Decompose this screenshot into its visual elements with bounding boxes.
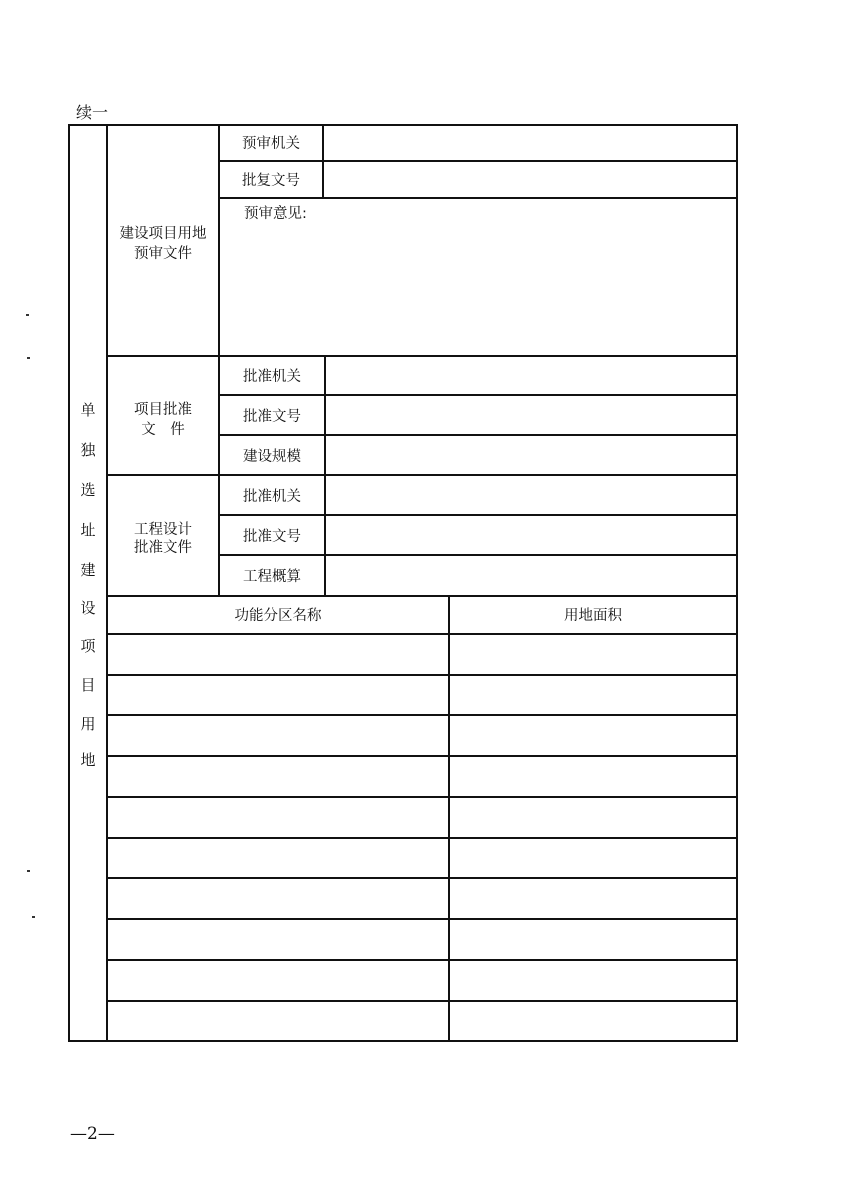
table-border-bottom xyxy=(68,1040,738,1042)
zone-name-cell[interactable] xyxy=(108,879,448,918)
zone-name-cell[interactable] xyxy=(108,798,448,837)
side-label-char: 独 xyxy=(80,441,96,459)
zone-name-cell[interactable] xyxy=(108,676,448,714)
project-approval-scale-field[interactable] xyxy=(326,436,736,474)
pre-review-doc-no-field[interactable] xyxy=(324,162,736,197)
pre-review-title-line1: 建设项目用地 xyxy=(119,226,207,242)
side-label-char: 设 xyxy=(80,599,96,617)
zone-name-header: 功能分区名称 xyxy=(234,608,322,624)
zone-area-cell[interactable] xyxy=(450,961,736,1000)
project-approval-agency-label: 批准机关 xyxy=(243,369,301,385)
project-approval-scale-label: 建设规模 xyxy=(243,449,301,465)
design-approval-doc-no-field[interactable] xyxy=(326,516,736,554)
section-line xyxy=(106,595,738,597)
pre-review-opinion-field[interactable] xyxy=(220,224,736,354)
side-label-char: 地 xyxy=(80,751,96,769)
project-approval-doc-no-field[interactable] xyxy=(326,396,736,434)
zone-area-cell[interactable] xyxy=(450,635,736,674)
zone-area-cell[interactable] xyxy=(450,798,736,837)
zone-name-cell[interactable] xyxy=(108,635,448,674)
zone-area-cell[interactable] xyxy=(450,839,736,877)
zone-name-cell[interactable] xyxy=(108,716,448,755)
zone-name-cell[interactable] xyxy=(108,757,448,796)
zone-area-cell[interactable] xyxy=(450,920,736,959)
table-border-right xyxy=(736,124,738,1042)
zone-name-cell[interactable] xyxy=(108,961,448,1000)
scan-speck xyxy=(27,870,30,872)
row-line xyxy=(218,197,738,199)
design-approval-budget-field[interactable] xyxy=(326,556,736,595)
zone-area-cell[interactable] xyxy=(450,716,736,755)
side-label-char: 项 xyxy=(80,637,96,655)
zone-area-cell[interactable] xyxy=(450,757,736,796)
zone-name-cell[interactable] xyxy=(108,920,448,959)
pre-review-title-line2: 预审文件 xyxy=(134,246,192,262)
side-label-char: 址 xyxy=(80,521,96,539)
page-number: —2— xyxy=(70,1124,115,1144)
scan-speck xyxy=(26,314,29,316)
design-approval-title-line2: 批准文件 xyxy=(134,540,192,556)
pre-review-doc-no-label: 批复文号 xyxy=(242,173,300,189)
side-label-char: 单 xyxy=(80,401,96,419)
zone-name-cell[interactable] xyxy=(108,1002,448,1040)
design-approval-budget-label: 工程概算 xyxy=(243,569,301,585)
continuation-label: 续一 xyxy=(76,103,109,122)
side-label-char: 用 xyxy=(80,715,96,733)
design-approval-doc-no-label: 批准文号 xyxy=(243,529,301,545)
side-label-char: 建 xyxy=(80,561,96,579)
zone-name-cell[interactable] xyxy=(108,839,448,877)
zone-area-header: 用地面积 xyxy=(564,608,622,624)
zone-area-cell[interactable] xyxy=(450,879,736,918)
design-approval-agency-field[interactable] xyxy=(326,476,736,514)
project-approval-title-line2: 文 件 xyxy=(141,422,185,438)
side-label-char: 目 xyxy=(80,676,96,694)
scan-speck xyxy=(27,357,30,359)
design-approval-agency-label: 批准机关 xyxy=(243,489,301,505)
scan-speck xyxy=(32,916,35,918)
project-approval-title-line1: 项目批准 xyxy=(134,402,192,418)
project-approval-doc-no-label: 批准文号 xyxy=(243,409,301,425)
zone-area-cell[interactable] xyxy=(450,676,736,714)
side-label-single-site-project-land xyxy=(68,124,108,1042)
project-approval-agency-field[interactable] xyxy=(326,357,736,394)
side-label-char: 选 xyxy=(80,481,96,499)
land-use-form-table xyxy=(68,124,738,1042)
pre-review-agency-field[interactable] xyxy=(324,126,736,160)
zone-area-cell[interactable] xyxy=(450,1002,736,1040)
pre-review-agency-label: 预审机关 xyxy=(242,136,300,152)
pre-review-opinion-label: 预审意见: xyxy=(244,206,307,222)
design-approval-title-line1: 工程设计 xyxy=(134,522,192,538)
